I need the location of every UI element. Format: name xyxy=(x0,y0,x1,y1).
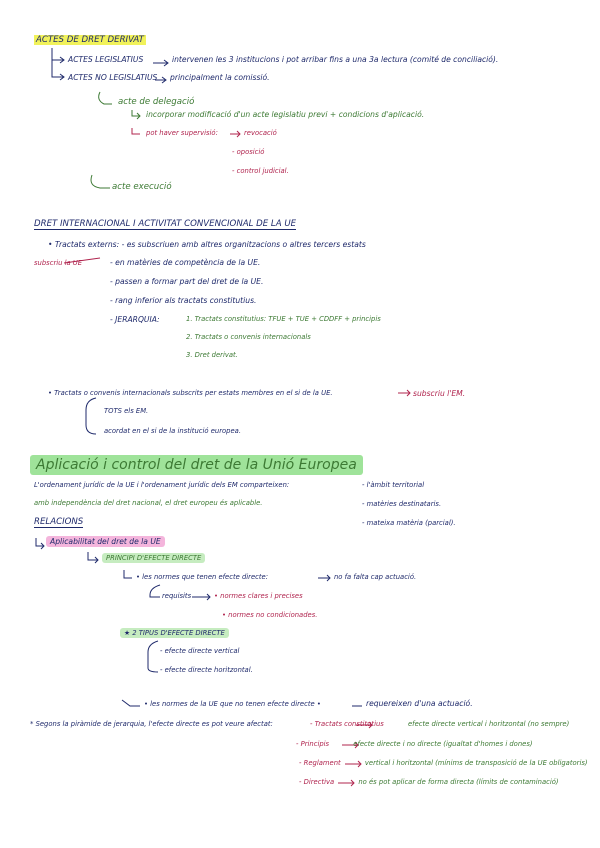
actes-no-legislatius-label: ACTES NO LEGISLATIUS xyxy=(68,73,158,82)
piramide-row-1: - Tractats constitutius efecte directe vertical i horitzontal (no sempre) xyxy=(310,720,570,728)
aplicabilitat-heading: Aplicabilitat del dret de la UE xyxy=(46,538,165,546)
acte-delegacio: acte de delegació xyxy=(118,97,195,107)
tractats-externs: • Tractats externs: - es subscriuen amb altres organitzacions o altres tercers estats xyxy=(48,240,366,249)
ordenament-intro: L'ordenament jurídic de la UE i l'ordenament jurídic dels EM comparteixen: xyxy=(34,481,290,489)
efecte-vertical: - efecte directe vertical xyxy=(160,647,240,655)
tractats-mixtos-item-1: TOTS els EM. xyxy=(104,407,149,415)
independencia-text: amb independència del dret nacional, el dret europeu és aplicable. xyxy=(34,499,263,507)
supervisio-item-3: - control judicial. xyxy=(232,167,289,175)
normes-sense-efecte-text: requereixen d'una actuació. xyxy=(366,699,473,708)
compartit-item-3: - mateixa matèria (parcial). xyxy=(362,519,456,527)
requisit-2: • normes no condicionades. xyxy=(222,611,318,619)
actes-no-legislatius-text: principalment la comissió. xyxy=(170,73,270,82)
normes-efecte-directe: • les normes que tenen efecte directe: xyxy=(136,573,269,581)
tractats-bullet-2: - passen a formar part del dret de la UE. xyxy=(110,277,264,286)
subscriu-ue-note: subscriu la UE xyxy=(34,259,83,267)
piramide-row-3: - Reglament vertical i horitzontal (mínims de transposició de la UE obligatoris) xyxy=(299,759,588,767)
actes-legislatius-label: ACTES LEGISLATIUS xyxy=(68,55,144,64)
tractats-bullet-1: - en matèries de competència de la UE. xyxy=(110,258,261,267)
jerarquia-3: 3. Dret derivat. xyxy=(186,351,238,359)
compartit-item-2: - matèries destinataris. xyxy=(362,500,442,508)
section-title-actes-dret-derivat: ACTES DE DRET DERIVAT xyxy=(36,35,144,45)
efecte-horitzontal: - efecte directe horitzontal. xyxy=(160,666,253,674)
actes-legislatius-text: intervenen les 3 institucions i pot arribar fins a una 3a lectura (comité de conciliació). xyxy=(172,55,499,64)
jerarquia-1: 1. Tractats constitutius: TFUE + TUE + CDDFF + principis xyxy=(186,315,381,323)
acte-delegacio-text: incorporar modificació d'un acte legislatiu previ + condicions d'aplicació. xyxy=(146,110,425,119)
segons-piramide: * Segons la piràmide de jerarquia, l'efecte directe es pot veure afectat: xyxy=(30,720,273,728)
subscriu-em-note: subscriu l'EM. xyxy=(413,389,466,398)
tractats-bullet-3: - rang inferior als tractats constitutius. xyxy=(110,296,257,305)
section-title-aplicacio-control: Aplicació i control del dret de la Unió Europea xyxy=(30,458,363,472)
principi-efecte-directe: PRINCIPI D'EFECTE DIRECTE xyxy=(102,555,205,562)
tipus-efecte-directe: ★ 2 TIPUS D'EFECTE DIRECTE xyxy=(120,630,229,637)
section-title-dret-internacional: DRET INTERNACIONAL I ACTIVITAT CONVENCIONAL DE LA UE xyxy=(34,219,297,229)
jerarquia-2: 2. Tractats o convenis internacionals xyxy=(186,333,311,341)
tractats-mixtos: • Tractats o convenis internacionals subscrits per estats membres en el si de la UE. xyxy=(48,389,333,397)
compartit-item-1: - l'àmbit territorial xyxy=(362,481,425,489)
supervisio-label: pot haver supervisió: xyxy=(146,129,218,137)
normes-sense-efecte: • les normes de la UE que no tenen efecte directe • xyxy=(144,700,321,708)
requisits-label: requisits xyxy=(162,592,192,600)
relacions-heading: RELACIONS xyxy=(34,517,84,527)
piramide-row-2: - Principis efecte directe i no directe (igualtat d'homes i dones) xyxy=(296,740,533,748)
acte-execucio: acte execució xyxy=(112,182,172,192)
tractats-bullet-4: - JERARQUIA: xyxy=(110,315,160,324)
supervisio-item-1: revocació xyxy=(244,129,277,137)
requisit-1: • normes clares i precises xyxy=(214,592,303,600)
supervisio-item-2: - oposició xyxy=(232,148,265,156)
piramide-row-4: - Directiva no és pot aplicar de forma directa (límits de contaminació) xyxy=(299,778,559,786)
normes-efecte-directe-text: no fa falta cap actuació. xyxy=(334,573,417,581)
tractats-mixtos-item-2: acordat en el si de la institució europea. xyxy=(104,427,241,435)
